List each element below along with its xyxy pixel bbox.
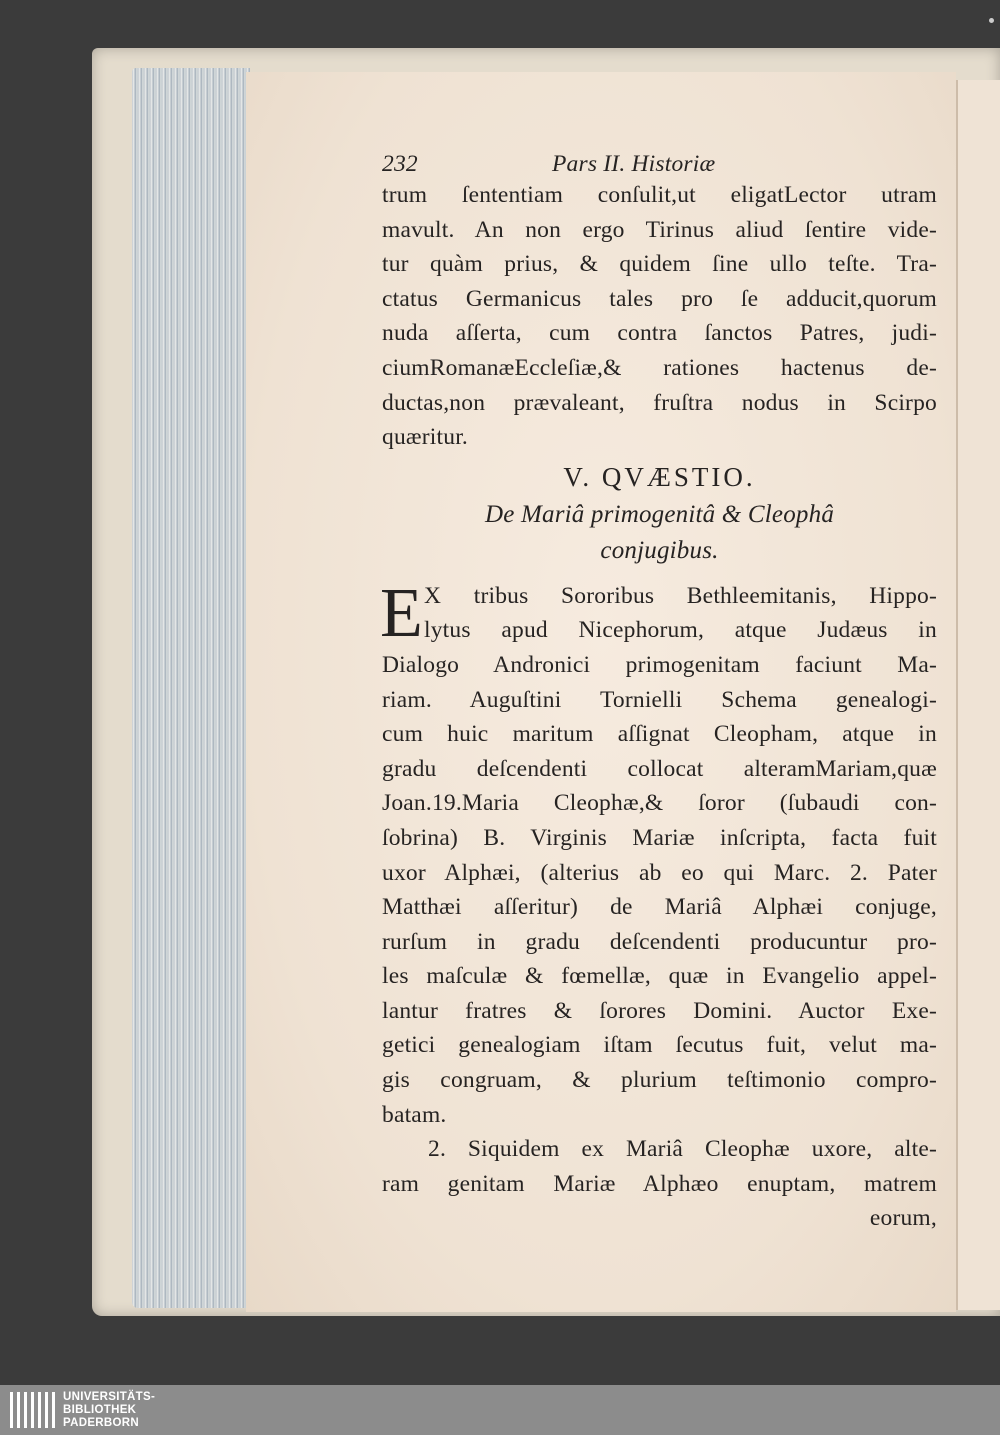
logo-line: UNIVERSITÄTS- <box>63 1390 156 1403</box>
text-line: gis congruam, & plurium teſtimonio compro- <box>382 1067 937 1094</box>
library-footer <box>0 1385 1000 1435</box>
text-line: getici genealogiam iſtam ſecutus fuit, velut ma- <box>382 1032 937 1059</box>
page-edges <box>132 68 250 1308</box>
text-line: les maſculæ & fœmellæ, quæ in Evangelio appel- <box>382 963 937 990</box>
text-line: ductas,non prævaleant, fruſtra nodus in Scirpo <box>382 389 937 416</box>
text-block-top <box>382 178 937 455</box>
text-line: ſobrina) B. Virginis Mariæ inſcripta, facta fuit <box>382 824 937 851</box>
text-line: 2. Siquidem ex Mariâ Cleophæ uxore, alte- <box>428 1136 937 1163</box>
text-line: riam. Auguſtini Tornielli Schema genealogi- <box>382 686 937 713</box>
text-line: trum ſententiam conſulit,ut eligatLector utram <box>382 182 937 208</box>
text-line: tur quàm prius, & quidem ſine ullo teſte. Tra- <box>382 251 937 278</box>
logo-line: BIBLIOTHEK <box>63 1403 137 1416</box>
logo-line: PADERBORN <box>63 1416 139 1429</box>
catchword: eorum, <box>869 1205 937 1232</box>
text-line: ctatus Germanicus tales pro ſe adducit,quorum <box>382 285 937 312</box>
text-line: rurſum in gradu deſcendenti producuntur pro- <box>382 928 937 955</box>
text-line: batam. <box>382 1101 447 1128</box>
paragraph-2 <box>382 1132 937 1201</box>
text-line: Dialogo Andronici primogenitam faciunt Ma- <box>382 651 937 678</box>
text-line: lantur fratres & ſorores Domini. Auctor Exe- <box>382 997 937 1024</box>
drop-capital: E <box>380 574 423 652</box>
text-line: Matthæi aſſeritur) de Mariâ Alphæi conjuge, <box>382 894 937 921</box>
text-line: quæritur. <box>382 424 469 451</box>
section-subheading: De Mariâ primogenitâ & Cleophâ <box>484 500 835 528</box>
running-head: Pars II. Historiæ <box>552 151 716 177</box>
text-line: uxor Alphæi, (alterius ab eo qui Marc. 2. Pater <box>382 859 937 886</box>
text-line: X tribus Sororibus Bethleemitanis, Hippo- <box>424 582 937 609</box>
paragraph-1 <box>380 574 937 1133</box>
page-number: 232 <box>382 151 418 177</box>
dust-spot <box>989 18 994 23</box>
section-subheading-cont: conjugibus. <box>600 536 719 564</box>
library-logo-icon <box>10 1392 55 1428</box>
text-line: Joan.19.Maria Cleophæ,& ſoror (ſubaudi con- <box>382 790 937 817</box>
page-header <box>382 140 937 178</box>
text-line: nuda aſſerta, cum contra ſanctos Patres, judi- <box>382 320 937 347</box>
library-logo-text <box>63 1391 155 1430</box>
text-line: ram genitam Mariæ Alphæo enuptam, matrem <box>382 1170 937 1197</box>
section-heading: V. QVÆSTIO. <box>563 461 756 492</box>
text-line: mavult. An non ergo Tirinus aliud ſentire vide- <box>382 216 937 243</box>
text-line: ciumRomanæEccleſiæ,& rationes hactenus de- <box>382 354 937 381</box>
page-text <box>382 140 937 1236</box>
text-line: cum huic maritum aſſignat Cleopham, atque in <box>382 721 937 748</box>
text-line: lytus apud Nicephorum, atque Judæus in <box>424 617 937 644</box>
text-line: gradu deſcendenti collocat alteramMariam,quæ <box>382 755 937 782</box>
facing-page-edge <box>956 80 1000 1310</box>
